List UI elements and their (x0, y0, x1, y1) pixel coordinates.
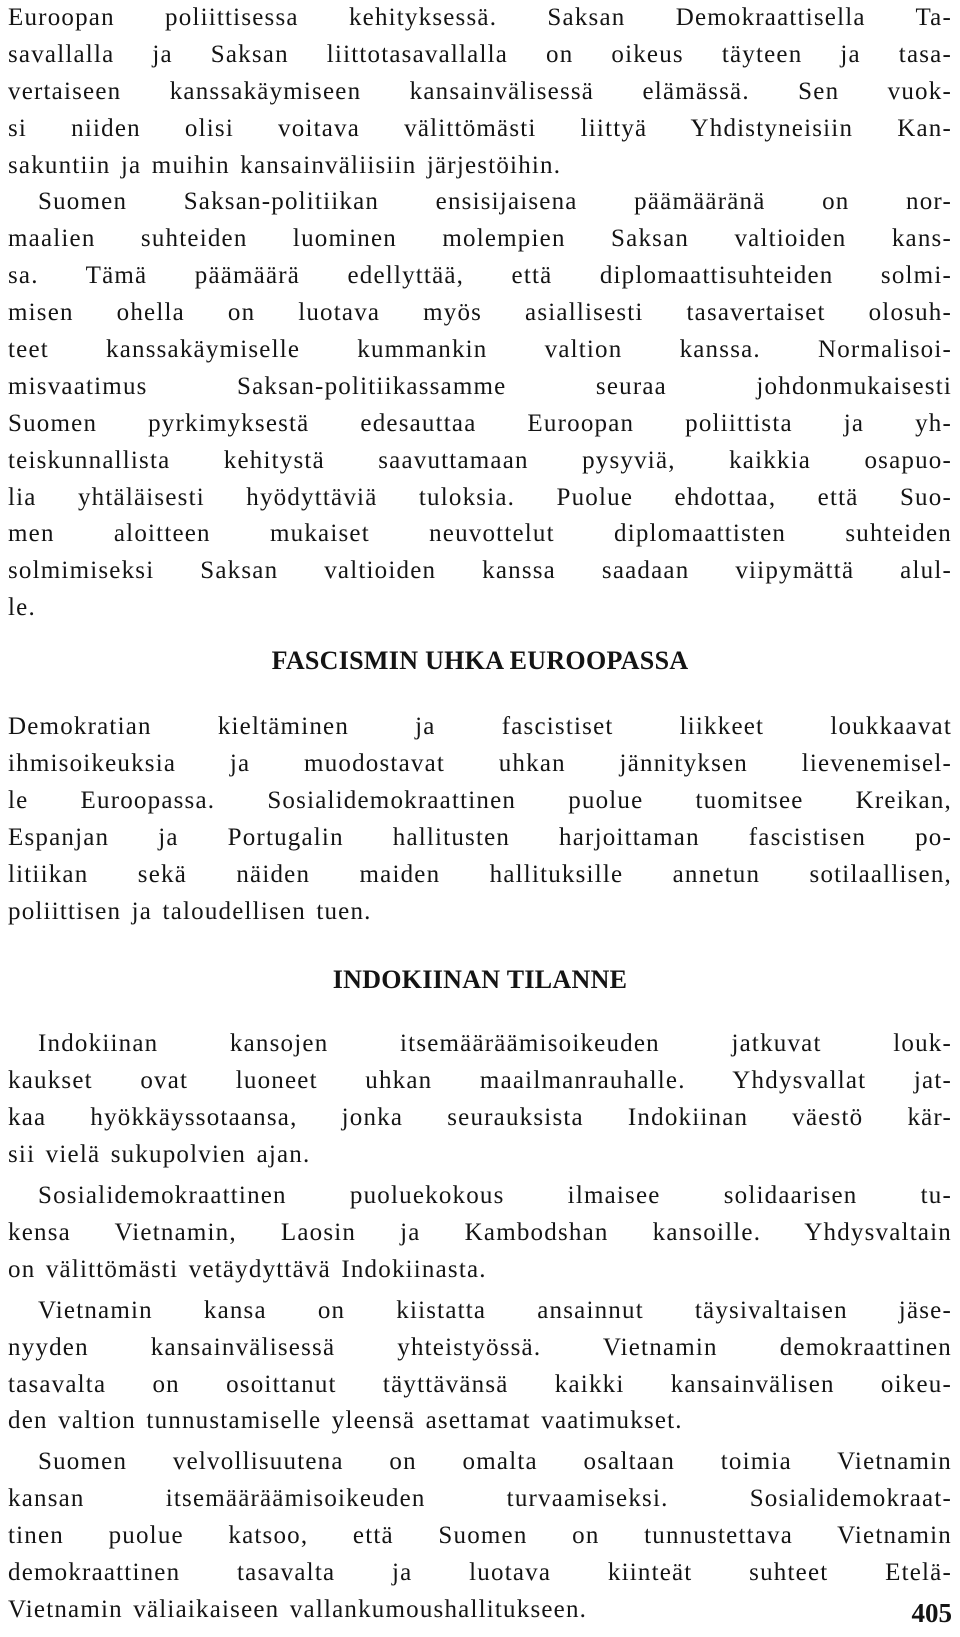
text-line: le. (8, 594, 36, 622)
text-line: poliittisen ja taloudellisen tuen. (8, 897, 372, 925)
paragraph-fascismi (8, 709, 952, 930)
section-heading-fascismi: FASCISMIN UHKA EUROOPASSA (271, 646, 689, 676)
text-line: men aloitteen mukaiset neuvottelut diplomaattisten suhteiden (8, 520, 952, 548)
text-line: den valtion tunnustamiselle yleensä asettamat vaatimukset. (8, 1407, 683, 1435)
text-line: misvaatimus Saksan-politiikassamme seuraa johdonmukaisesti (8, 372, 952, 400)
text-line: misen ohella on luotava myös asiallisesti tasavertaiset olosuh- (8, 299, 952, 327)
text-line: maalien suhteiden luominen molempien Saksan valtioiden kans- (8, 225, 952, 253)
text-line: kansan itsemääräämisoikeuden turvaamiseksi. Sosialidemokraat- (8, 1485, 952, 1513)
paragraph-indokiina-1 (8, 1026, 952, 1174)
text-line: on välittömästi vetäydyttävä Indokiinasta. (8, 1255, 487, 1283)
text-line: Suomen velvollisuutena on omalta osaltaan toimia Vietnamin (38, 1448, 952, 1476)
paragraph-saksa-1 (8, 0, 952, 184)
text-line: Suomen Saksan-politiikan ensisijaisena päämääränä on nor- (38, 188, 952, 216)
text-line: demokraattinen tasavalta ja luotava kiinteät suhteet Etelä- (8, 1558, 952, 1586)
text-line: tinen puolue katsoo, että Suomen on tunnustettava Vietnamin (8, 1522, 952, 1550)
text-line: sa. Tämä päämäärä edellyttää, että diplomaattisuhteiden solmi- (8, 262, 952, 290)
text-line: litiikan sekä näiden maiden hallituksille annetun sotilaallisen, (8, 860, 952, 888)
document-page (8, 0, 952, 1629)
text-line: vertaiseen kanssakäymiseen kansainvälisessä elämässä. Sen vuok- (8, 77, 952, 105)
text-line: Demokratian kieltäminen ja fascistiset liikkeet loukkaavat (8, 713, 952, 741)
paragraph-indokiina-2 (8, 1178, 952, 1289)
paragraph-indokiina-4 (8, 1444, 952, 1628)
paragraph-indokiina-3 (8, 1293, 952, 1441)
text-line: Sosialidemokraattinen puoluekokous ilmaisee solidaarisen tu- (38, 1182, 952, 1210)
text-line: tasavalta on osoittanut täyttävänsä kaikki kansainvälisen oikeu- (8, 1370, 952, 1398)
text-line: kaukset ovat luoneet uhkan maailmanrauhalle. Yhdysvallat jat- (8, 1067, 952, 1095)
text-line: Espanjan ja Portugalin hallitusten harjoittaman fascistisen po- (8, 823, 952, 851)
text-line: Indokiinan kansojen itsemääräämisoikeuden jatkuvat louk- (38, 1030, 952, 1058)
text-line: Vietnamin kansa on kiistatta ansainnut täysivaltaisen jäse- (38, 1296, 952, 1324)
text-line: nyyden kansainvälisessä yhteistyössä. Vietnamin demokraattinen (8, 1333, 952, 1361)
paragraph-saksa-2 (8, 184, 952, 627)
text-line: teiskunnallista kehitystä saavuttamaan pysyviä, kaikkia osapuo- (8, 446, 952, 474)
text-line: sii vielä sukupolvien ajan. (8, 1141, 311, 1169)
text-line: kensa Vietnamin, Laosin ja Kambodshan kansoille. Yhdysvaltain (8, 1218, 952, 1246)
text-line: ihmisoikeuksia ja muodostavat uhkan jännityksen lievenemisel- (8, 750, 952, 778)
text-line: sakuntiin ja muihin kansainväliisiin järjestöihin. (8, 151, 562, 179)
text-line: teet kanssakäymiselle kummankin valtion kanssa. Normalisoi- (8, 336, 952, 364)
text-line: Suomen pyrkimyksestä edesauttaa Euroopan poliittista ja yh- (8, 409, 952, 437)
text-line: savallalla ja Saksan liittotasavallalla on oikeus täyteen ja tasa- (8, 40, 952, 68)
text-line: kaa hyökkäyssotaansa, jonka seurauksista Indokiinan väestö kär- (8, 1104, 952, 1132)
text-line: Euroopan poliittisessa kehityksessä. Saksan Demokraattisella Ta- (8, 4, 952, 31)
page-number: 405 (911, 1598, 952, 1628)
text-line: le Euroopassa. Sosialidemokraattinen puolue tuomitsee Kreikan, (8, 786, 952, 814)
text-line: solmimiseksi Saksan valtioiden kanssa saadaan viipymättä alul- (8, 557, 952, 585)
text-line: Vietnamin väliaikaiseen vallankumoushallitukseen. (8, 1595, 588, 1623)
text-line: si niiden olisi voitava välittömästi liittyä Yhdistyneisiin Kan- (8, 114, 952, 142)
section-heading-indokiina: INDOKIINAN TILANNE (332, 965, 628, 995)
text-line: lia yhtäläisesti hyödyttäviä tuloksia. Puolue ehdottaa, että Suo- (8, 483, 952, 511)
